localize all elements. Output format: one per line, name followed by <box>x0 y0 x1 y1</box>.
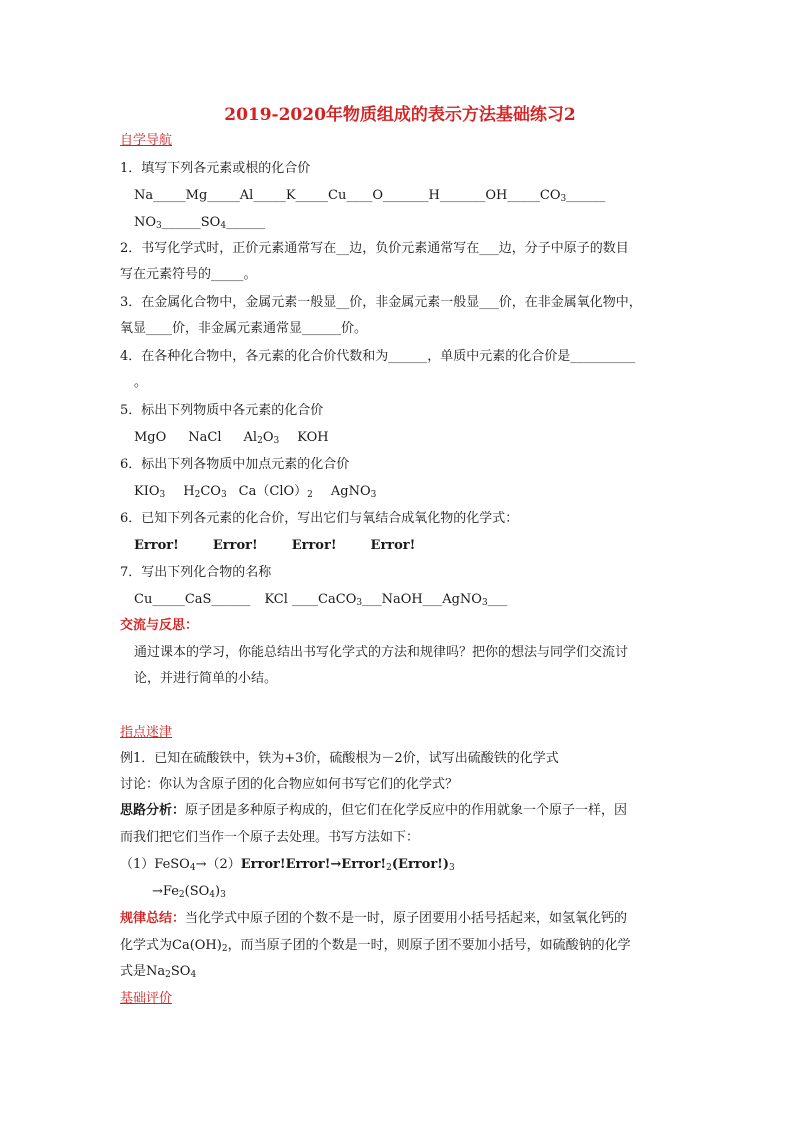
question-6-items: $KIO_3$ $H_2CO_3$ $Ca(ClO)_2$ AgNO$_3$ <box>134 484 377 500</box>
section-exchange: 交流与反思： <box>120 618 199 633</box>
question-4-line1: 4．在各种化合物中，各元素的化合价代数和为______，单质中元素的化合价是__________ <box>120 349 636 364</box>
analysis-label: 思路分析： <box>120 803 186 818</box>
error-field: Error! <box>370 538 416 553</box>
exchange-line2: 论，并进行简单的小结。 <box>134 671 278 686</box>
question-3-line1: 3．在金属化合物中，金属元素一般显__价，非金属元素一般显___价，在非金属氧化物中， <box>120 295 642 310</box>
section-guide[interactable]: 指点迷津 <box>120 725 173 740</box>
question-1: 1．填写下列各元素或根的化合价 <box>120 161 311 176</box>
rule-line3: 式是$Na_2SO_4$ <box>120 964 197 980</box>
error-field: Error! <box>212 538 258 553</box>
question-7-items: Cu_____CaS______ KCl ____CaCO$_3$___NaOH___AgNO$_3$___ <box>134 592 508 608</box>
error-field: Error! <box>291 538 337 553</box>
discussion: 讨论：你认为含原子团的化合物应如何书写它们的化学式？ <box>120 777 459 792</box>
exchange-line1: 通过课本的学习，你能总结出书写化学式的方法和规律吗？把你的想法与同学们交流讨 <box>134 645 629 660</box>
question-6: 6．标出下列各物质中加点元素的化合价 <box>120 457 350 472</box>
page-title: 2019-2020年物质组成的表示方法基础练习2 <box>224 105 576 125</box>
question-7: 7．写出下列化合物的名称 <box>120 565 272 580</box>
analysis-line2: 而我们把它们当作一个原子去处理。书写方法如下： <box>120 830 420 845</box>
question-3-line2: 氧显____价，非金属元素通常显______价。 <box>120 321 368 336</box>
question-5-items: MgO NaCl $Al_2O_3$ KOH <box>134 430 329 446</box>
question-2-line2: 写在元素符号的_____。 <box>120 267 257 282</box>
question-5: 5．标出下列物质中各元素的化合价 <box>120 403 324 418</box>
question-1-blanks-row1: $Na\_\_\_\_\_Mg\_\_\_\_\_Al\_\_\_\_\_K\_\_\_\_\_Cu\_\_\_\_O\_\_\_\_\_\_\_H\_\_\_\_\_\_\_OH\_\_\_\_\_CO_3\_\_\_\_\_\_$ <box>134 188 606 204</box>
example-1: 例1．已知在硫酸铁中，铁为+3价，硫酸根为－2价，试写出硫酸铁的化学式 <box>120 751 559 766</box>
rule-label: 规律总结： <box>120 911 186 926</box>
steps-line2: $\to Fe_2(SO_4)_3$ <box>152 884 226 900</box>
question-2-line1: 2．书写化学式时，正价元素通常写在__边，负价元素通常写在___边，分子中原子的数目 <box>120 241 629 256</box>
error-field: Error! <box>134 538 179 553</box>
question-6b: 6．已知下列各元素的化合价，写出它们与氧结合成氧化物的化学式： <box>120 511 519 526</box>
rule-line2: 化学式为$Ca(OH)_2$，而当原子团的个数是一时，则原子团不要加小括号，如硫酸钠的化学 <box>120 938 631 954</box>
steps-line1: $(1)FeSO_4\to(2)Error!Error!\to Error!_2(Error!)_3$ <box>120 857 455 873</box>
error-fields <box>134 537 415 555</box>
analysis-line1: 思路分析：原子团是多种原子构成的，但它们在化学反应中的作用就象一个原子一样，因 <box>120 803 628 818</box>
question-4-line2: 。 <box>134 375 148 390</box>
section-basic-evaluation[interactable]: 基础评价 <box>120 991 173 1006</box>
section-self-study[interactable]: 自学导航 <box>120 133 173 148</box>
rule-line1: 规律总结：当化学式中原子团的个数不是一时，原子团要用小括号括起来，如氢氧化钙的 <box>120 911 628 926</box>
question-1-blanks-row2: $NO_3\_\_\_\_\_\_SO_4\_\_\_\_\_\_$ <box>134 215 266 231</box>
